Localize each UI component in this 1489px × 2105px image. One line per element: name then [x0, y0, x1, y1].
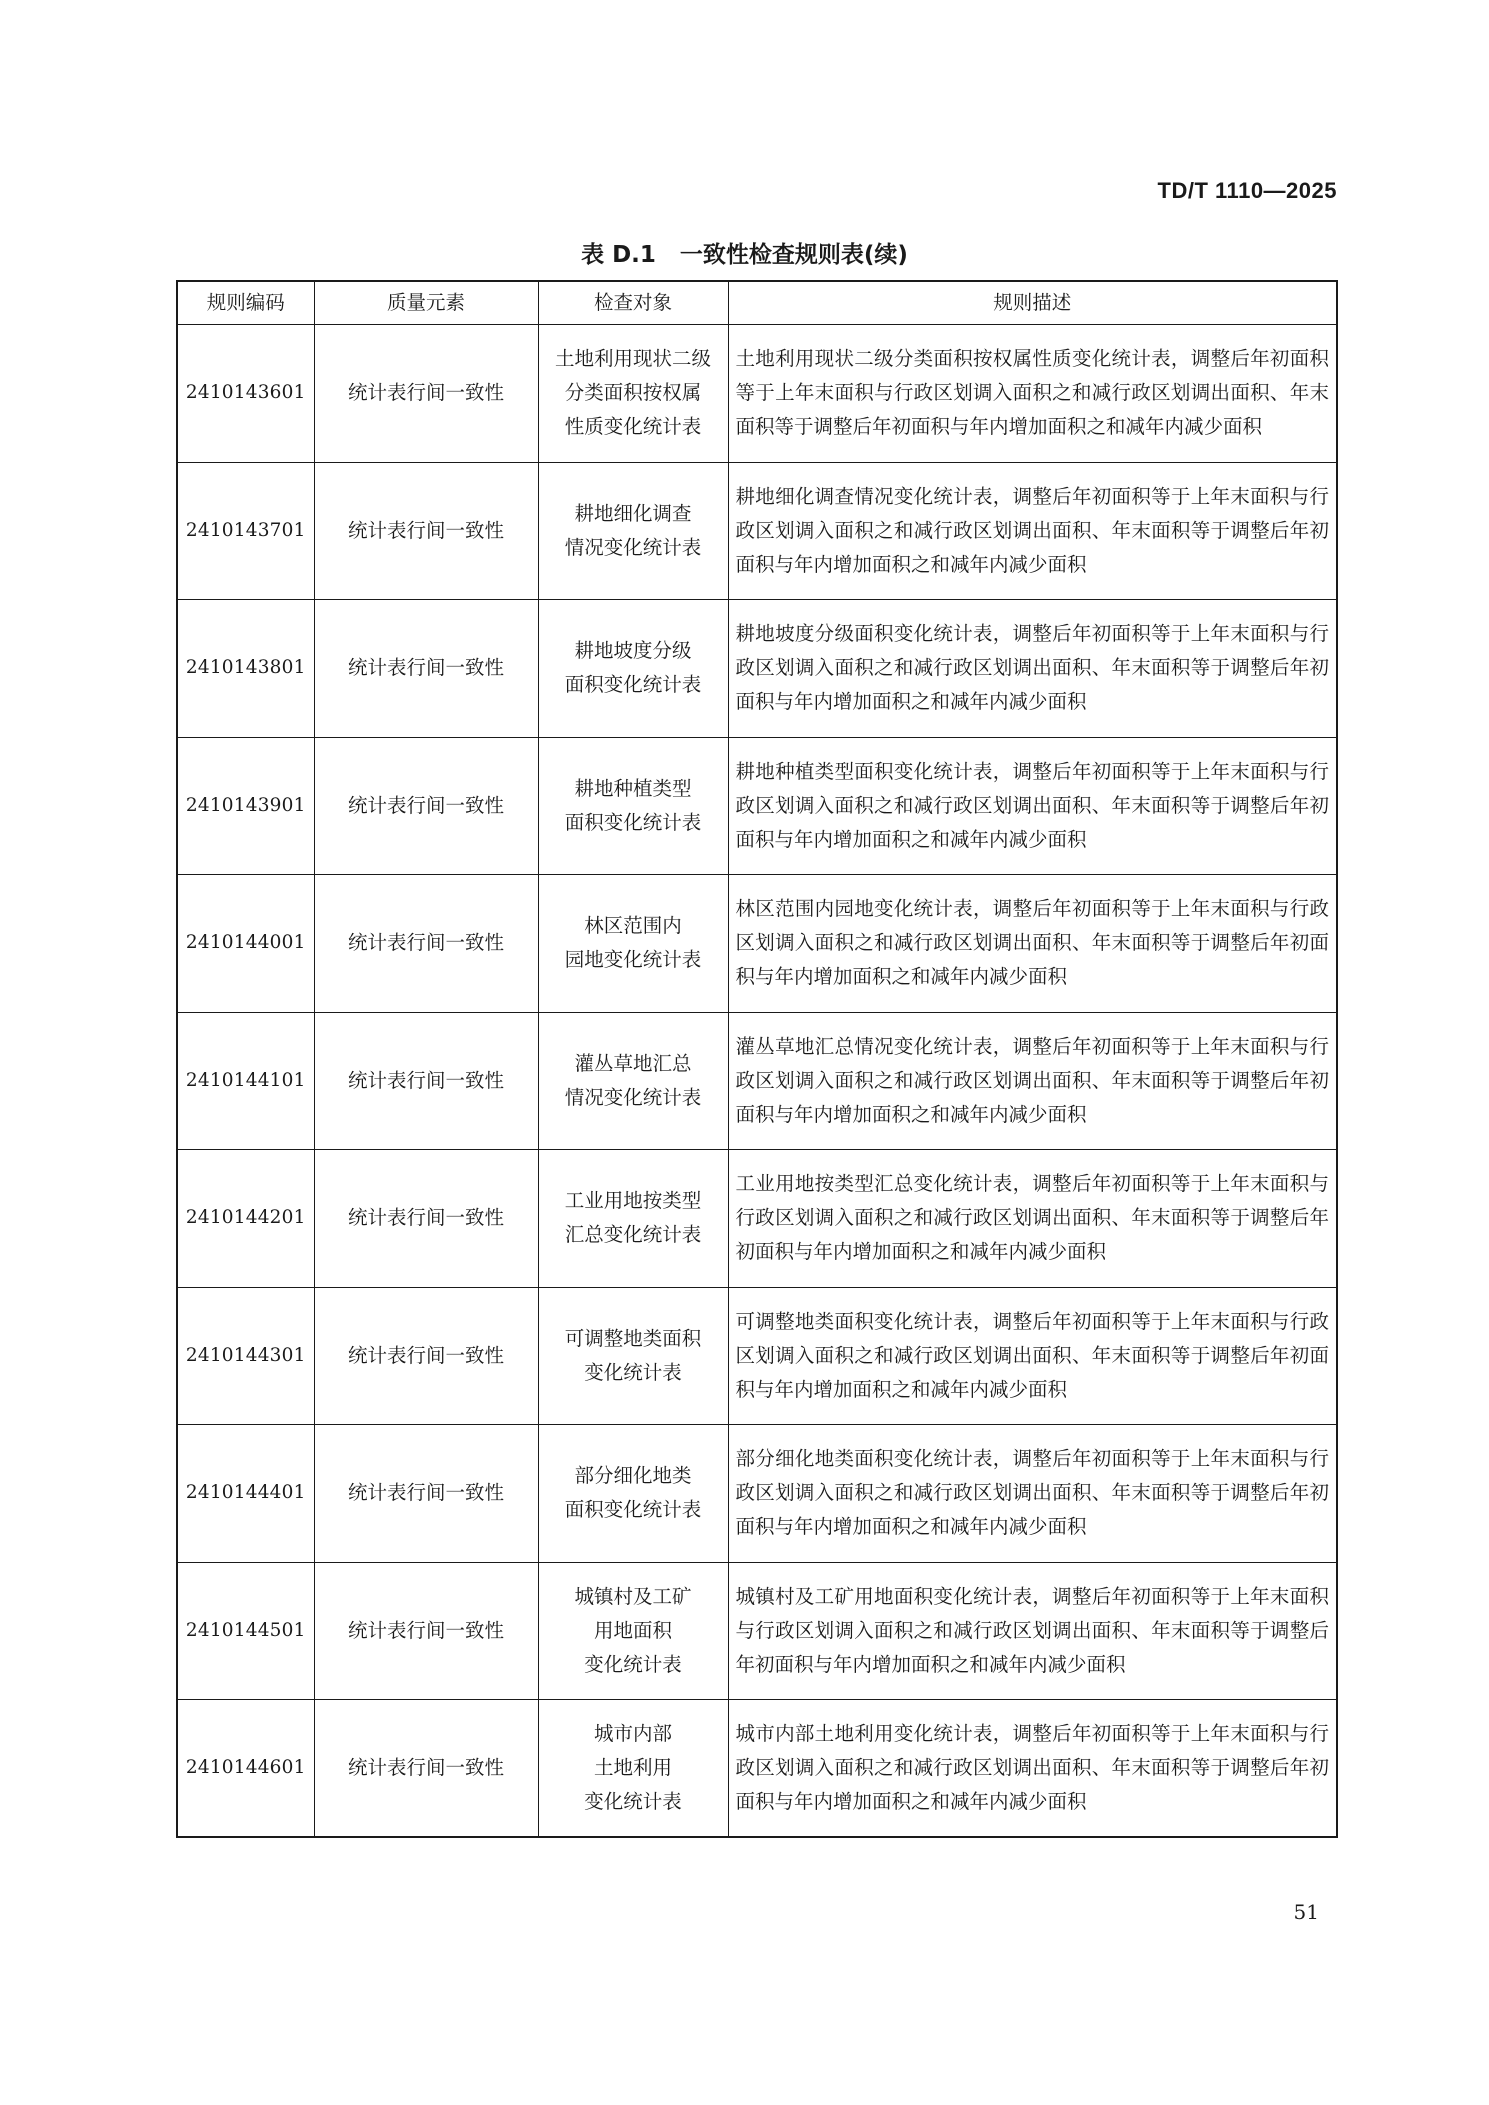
- rule-description-cell: 城市内部土地利用变化统计表，调整后年初面积等于上年末面积与行政区划调入面积之和减行政区划调出面积、年末面积等于调整后年初面积与年内增加面积之和减年内减少面积: [728, 1700, 1337, 1838]
- rule-code-cell: 2410144101: [177, 1012, 314, 1150]
- check-object-line: 情况变化统计表: [564, 535, 702, 559]
- table-caption: [0, 236, 1489, 269]
- check-object-line: 面积变化统计表: [564, 810, 702, 834]
- check-object-cell: [538, 737, 728, 875]
- check-object-line: 耕地细化调查: [574, 501, 692, 525]
- quality-element-cell: 统计表行间一致性: [314, 600, 538, 738]
- table-row: [177, 1012, 1337, 1150]
- rule-description-cell: 灌丛草地汇总情况变化统计表，调整后年初面积等于上年末面积与行政区划调入面积之和减行政区划调出面积、年末面积等于调整后年初面积与年内增加面积之和减年内减少面积: [728, 1012, 1337, 1150]
- column-header-object: 检查对象: [538, 281, 728, 325]
- quality-element-cell: 统计表行间一致性: [314, 875, 538, 1013]
- check-object-line: 土地利用现状二级: [554, 347, 711, 371]
- rule-description-cell: 城镇村及工矿用地面积变化统计表，调整后年初面积等于上年末面积与行政区划调入面积之和减行政区划调出面积、年末面积等于调整后年初面积与年内增加面积之和减年内减少面积: [728, 1562, 1337, 1700]
- rule-description-cell: 土地利用现状二级分类面积按权属性质变化统计表，调整后年初面积等于上年末面积与行政区划调入面积之和减行政区划调出面积、年末面积等于调整后年初面积与年内增加面积之和减年内减少面积: [728, 325, 1337, 463]
- check-object-cell: [538, 1012, 728, 1150]
- rule-description-cell: 工业用地按类型汇总变化统计表，调整后年初面积等于上年末面积与行政区划调入面积之和减行政区划调出面积、年末面积等于调整后年初面积与年内增加面积之和减年内减少面积: [728, 1150, 1337, 1288]
- rules-table: [176, 280, 1338, 1838]
- table-caption-label: 表 D.1: [581, 242, 656, 268]
- rule-code-cell: 2410144401: [177, 1425, 314, 1563]
- check-object-line: 工业用地按类型: [564, 1189, 702, 1213]
- check-object-cell: [538, 462, 728, 600]
- rule-code-cell: 2410144601: [177, 1700, 314, 1838]
- check-object-line: 部分细化地类: [574, 1464, 692, 1488]
- quality-element-cell: 统计表行间一致性: [314, 1150, 538, 1288]
- rule-code-cell: 2410144301: [177, 1287, 314, 1425]
- quality-element-cell: 统计表行间一致性: [314, 1425, 538, 1563]
- table-row: [177, 325, 1337, 463]
- check-object-line: 变化统计表: [584, 1790, 682, 1813]
- check-object-line: 面积变化统计表: [564, 1498, 702, 1522]
- check-object-line: 变化统计表: [584, 1360, 682, 1384]
- rule-code-cell: 2410144501: [177, 1562, 314, 1700]
- check-object-line: 园地变化统计表: [564, 948, 702, 972]
- column-header-element: 质量元素: [314, 281, 538, 325]
- check-object-cell: [538, 1287, 728, 1425]
- rule-code-cell: 2410144001: [177, 875, 314, 1013]
- check-object-line: 用地面积: [593, 1618, 672, 1642]
- table-row: [177, 875, 1337, 1013]
- check-object-line: 林区范围内: [584, 914, 682, 938]
- rule-code-cell: 2410143901: [177, 737, 314, 875]
- check-object-line: 情况变化统计表: [564, 1085, 702, 1109]
- table-row: [177, 1425, 1337, 1563]
- quality-element-cell: 统计表行间一致性: [314, 1012, 538, 1150]
- table-row: [177, 1287, 1337, 1425]
- rule-code-cell: 2410144201: [177, 1150, 314, 1288]
- rule-description-cell: 可调整地类面积变化统计表，调整后年初面积等于上年末面积与行政区划调入面积之和减行政区划调出面积、年末面积等于调整后年初面积与年内增加面积之和减年内减少面积: [728, 1287, 1337, 1425]
- quality-element-cell: 统计表行间一致性: [314, 1562, 538, 1700]
- quality-element-cell: 统计表行间一致性: [314, 737, 538, 875]
- table-body: [177, 325, 1337, 1838]
- header-row: [177, 281, 1337, 325]
- check-object-line: 面积变化统计表: [564, 673, 702, 697]
- quality-element-cell: 统计表行间一致性: [314, 1700, 538, 1838]
- check-object-line: 土地利用: [593, 1756, 672, 1779]
- check-object-cell: [538, 1425, 728, 1563]
- check-object-line: 耕地种植类型: [574, 776, 692, 800]
- check-object-cell: [538, 1562, 728, 1700]
- rule-description-cell: 部分细化地类面积变化统计表，调整后年初面积等于上年末面积与行政区划调入面积之和减行政区划调出面积、年末面积等于调整后年初面积与年内增加面积之和减年内减少面积: [728, 1425, 1337, 1563]
- column-header-description: 规则描述: [728, 281, 1337, 325]
- table-row: [177, 737, 1337, 875]
- check-object-cell: [538, 325, 728, 463]
- column-header-code: 规则编码: [177, 281, 314, 325]
- check-object-cell: [538, 1150, 728, 1288]
- standard-code: TD/T 1110—2025: [1157, 178, 1337, 203]
- table-row: [177, 1150, 1337, 1288]
- rule-description-cell: 耕地细化调查情况变化统计表，调整后年初面积等于上年末面积与行政区划调入面积之和减行政区划调出面积、年末面积等于调整后年初面积与年内增加面积之和减年内减少面积: [728, 462, 1337, 600]
- check-object-line: 灌丛草地汇总: [574, 1051, 692, 1075]
- table-row: [177, 1562, 1337, 1700]
- check-object-cell: [538, 600, 728, 738]
- table-row: [177, 462, 1337, 600]
- check-object-line: 城镇村及工矿: [574, 1584, 692, 1608]
- rule-description-cell: 耕地种植类型面积变化统计表，调整后年初面积等于上年末面积与行政区划调入面积之和减行政区划调出面积、年末面积等于调整后年初面积与年内增加面积之和减年内减少面积: [728, 737, 1337, 875]
- rule-code-cell: 2410143701: [177, 462, 314, 600]
- table-row: [177, 1700, 1337, 1838]
- table-caption-title: 一致性检查规则表(续): [679, 242, 908, 268]
- quality-element-cell: 统计表行间一致性: [314, 1287, 538, 1425]
- check-object-line: 变化统计表: [584, 1652, 682, 1676]
- check-object-line: 性质变化统计表: [564, 415, 702, 439]
- quality-element-cell: 统计表行间一致性: [314, 462, 538, 600]
- rule-code-cell: 2410143801: [177, 600, 314, 738]
- check-object-line: 耕地坡度分级: [574, 639, 692, 663]
- check-object-line: 分类面积按权属: [564, 381, 702, 405]
- check-object-line: 城市内部: [593, 1722, 672, 1745]
- rule-description-cell: 耕地坡度分级面积变化统计表，调整后年初面积等于上年末面积与行政区划调入面积之和减行政区划调出面积、年末面积等于调整后年初面积与年内增加面积之和减年内减少面积: [728, 600, 1337, 738]
- table-row: [177, 600, 1337, 738]
- rule-description-cell: 林区范围内园地变化统计表，调整后年初面积等于上年末面积与行政区划调入面积之和减行政区划调出面积、年末面积等于调整后年初面积与年内增加面积之和减年内减少面积: [728, 875, 1337, 1013]
- check-object-line: 可调整地类面积: [564, 1326, 702, 1350]
- rule-code-cell: 2410143601: [177, 325, 314, 463]
- page-number: 51: [1293, 1900, 1319, 1924]
- check-object-cell: [538, 1700, 728, 1838]
- table-header: [177, 281, 1337, 325]
- quality-element-cell: 统计表行间一致性: [314, 325, 538, 463]
- check-object-cell: [538, 875, 728, 1013]
- check-object-line: 汇总变化统计表: [564, 1223, 702, 1247]
